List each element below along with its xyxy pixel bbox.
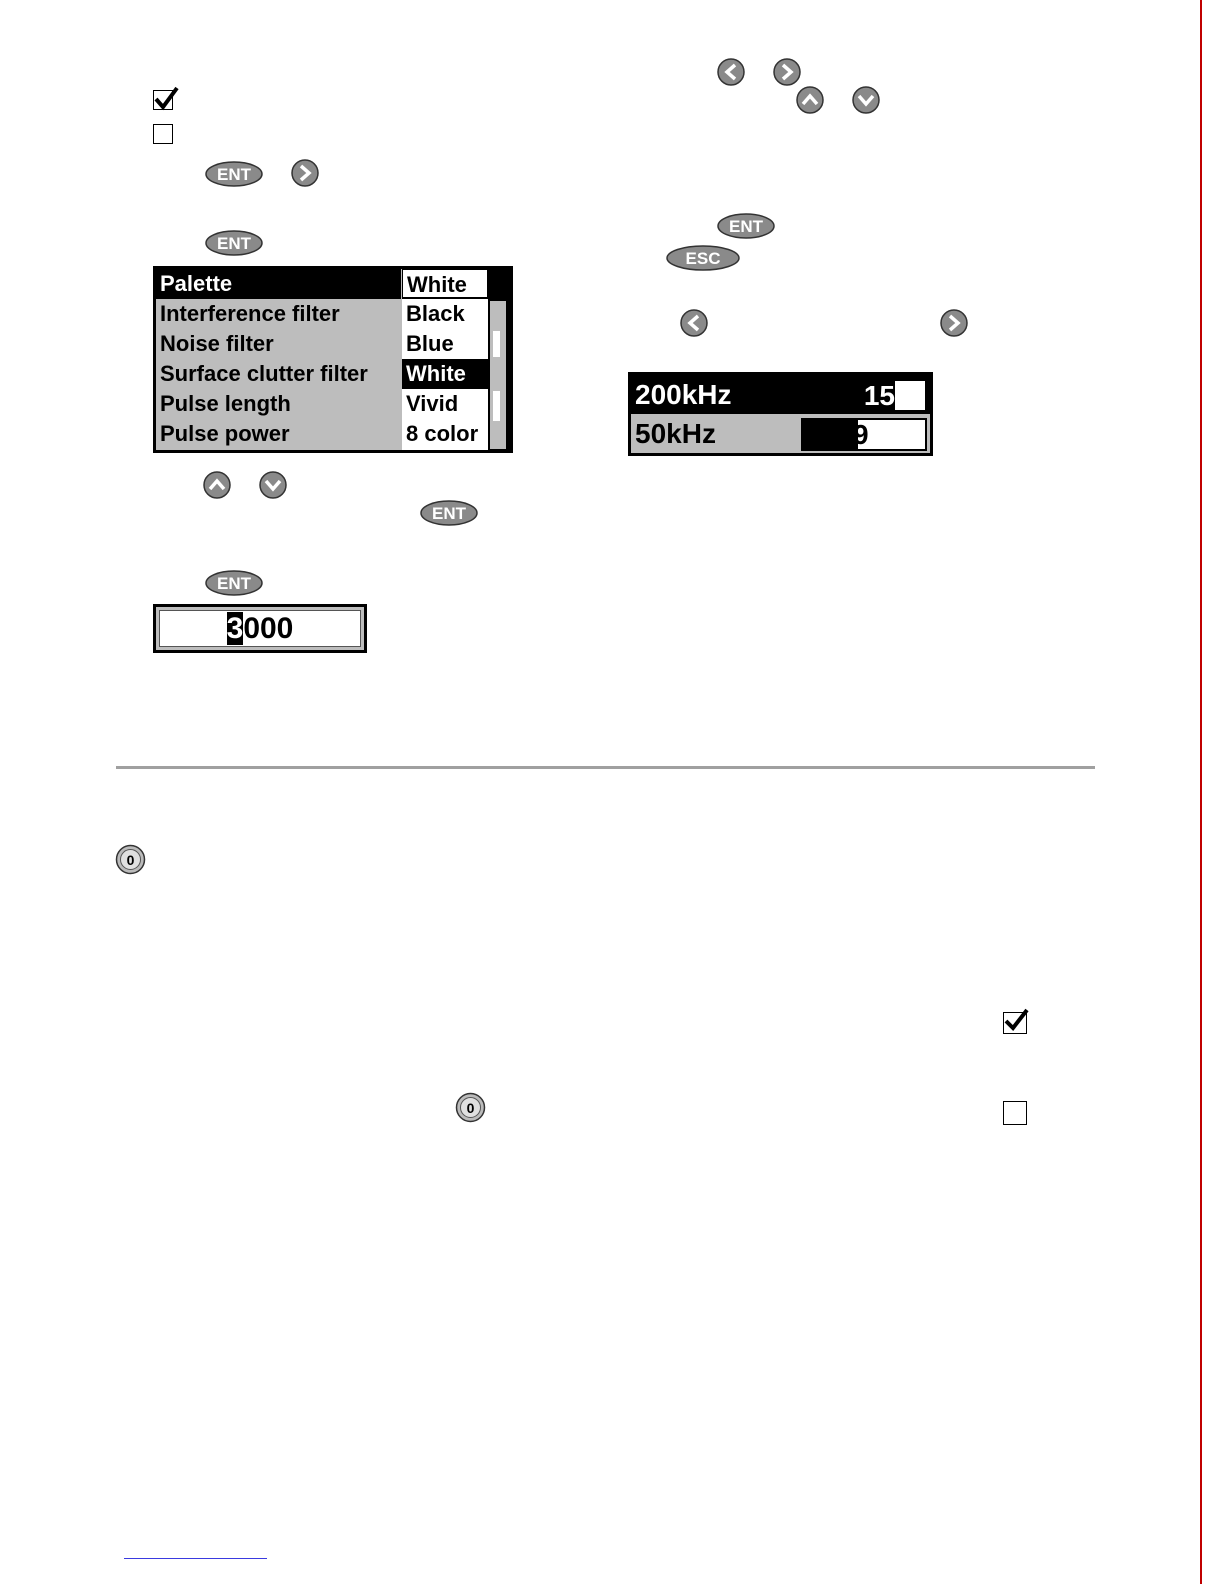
ent-key-icon (205, 161, 263, 187)
svg-text:ENT: ENT (217, 234, 251, 253)
svg-text:ENT: ENT (217, 165, 251, 184)
numeric-value-input[interactable] (153, 604, 367, 653)
palette-option-black[interactable]: Black (402, 299, 488, 329)
palette-current-value[interactable]: White (402, 269, 488, 298)
frequency-level-widget (628, 372, 933, 456)
left-arrow-key-icon (680, 309, 708, 337)
down-arrow-key-icon (259, 471, 287, 499)
ent-key-icon (205, 230, 263, 256)
frequency-value: 9 (853, 419, 869, 450)
svg-text:0: 0 (466, 1100, 475, 1116)
menu-item-pulse-length[interactable]: Pulse length (160, 391, 291, 416)
frequency-row-50khz[interactable] (631, 414, 930, 453)
dropdown-scrollbar[interactable] (490, 301, 506, 449)
power-key-icon (455, 1092, 486, 1123)
section-divider (116, 766, 1095, 769)
menu-item-surface-clutter-filter[interactable]: Surface clutter filter (160, 361, 368, 386)
svg-text:ENT: ENT (432, 504, 466, 523)
svg-text:ESC: ESC (685, 249, 721, 268)
level-fill (803, 420, 858, 449)
edit-cursor-digit: 3 (226, 612, 244, 645)
frequency-value: 15 (863, 380, 895, 411)
up-arrow-key-icon (203, 471, 231, 499)
left-arrow-key-icon (717, 58, 745, 86)
footnote-rule (124, 1558, 267, 1559)
up-arrow-key-icon (796, 86, 824, 114)
esc-key-icon (666, 245, 740, 271)
unchecked-checkbox-icon (153, 124, 173, 144)
palette-option-white[interactable]: White (402, 359, 488, 389)
menu-item-noise-filter[interactable]: Noise filter (160, 331, 274, 356)
menu-item-palette[interactable]: Palette (156, 269, 401, 299)
scrollbar-thumb[interactable] (493, 391, 500, 421)
numeric-value-field[interactable] (159, 610, 361, 647)
svg-text:ENT: ENT (729, 217, 763, 236)
frequency-label: 200kHz (635, 379, 732, 410)
palette-dropdown (402, 269, 510, 450)
right-arrow-key-icon (773, 58, 801, 86)
palette-settings-menu (153, 266, 513, 453)
right-arrow-key-icon (940, 309, 968, 337)
scrollbar-thumb[interactable] (493, 331, 500, 357)
ent-key-icon (420, 500, 478, 526)
remaining-digits: 000 (243, 612, 294, 645)
frequency-label: 50kHz (635, 418, 716, 449)
palette-options (402, 269, 488, 450)
checked-checkbox-icon (1003, 1012, 1027, 1034)
ent-key-icon (717, 213, 775, 239)
ent-key-icon (205, 570, 263, 596)
frequency-level-bar[interactable] (801, 418, 927, 451)
svg-text:0: 0 (126, 852, 135, 868)
frequency-row-200khz[interactable] (631, 375, 930, 414)
power-key-icon (115, 844, 146, 875)
right-arrow-key-icon (291, 159, 319, 187)
checked-checkbox-icon (153, 90, 173, 110)
palette-option-blue[interactable]: Blue (402, 329, 488, 359)
settings-list (156, 269, 401, 450)
menu-item-interference-filter[interactable]: Interference filter (160, 301, 340, 326)
menu-item-pulse-power[interactable]: Pulse power (160, 421, 290, 446)
frequency-level-bar[interactable] (801, 379, 927, 412)
palette-option-vivid[interactable]: Vivid (402, 389, 488, 419)
svg-text:ENT: ENT (217, 574, 251, 593)
margin-rule (1200, 0, 1202, 1584)
unchecked-checkbox-icon (1003, 1101, 1027, 1125)
down-arrow-key-icon (852, 86, 880, 114)
palette-option-8-color[interactable]: 8 color (402, 419, 488, 450)
